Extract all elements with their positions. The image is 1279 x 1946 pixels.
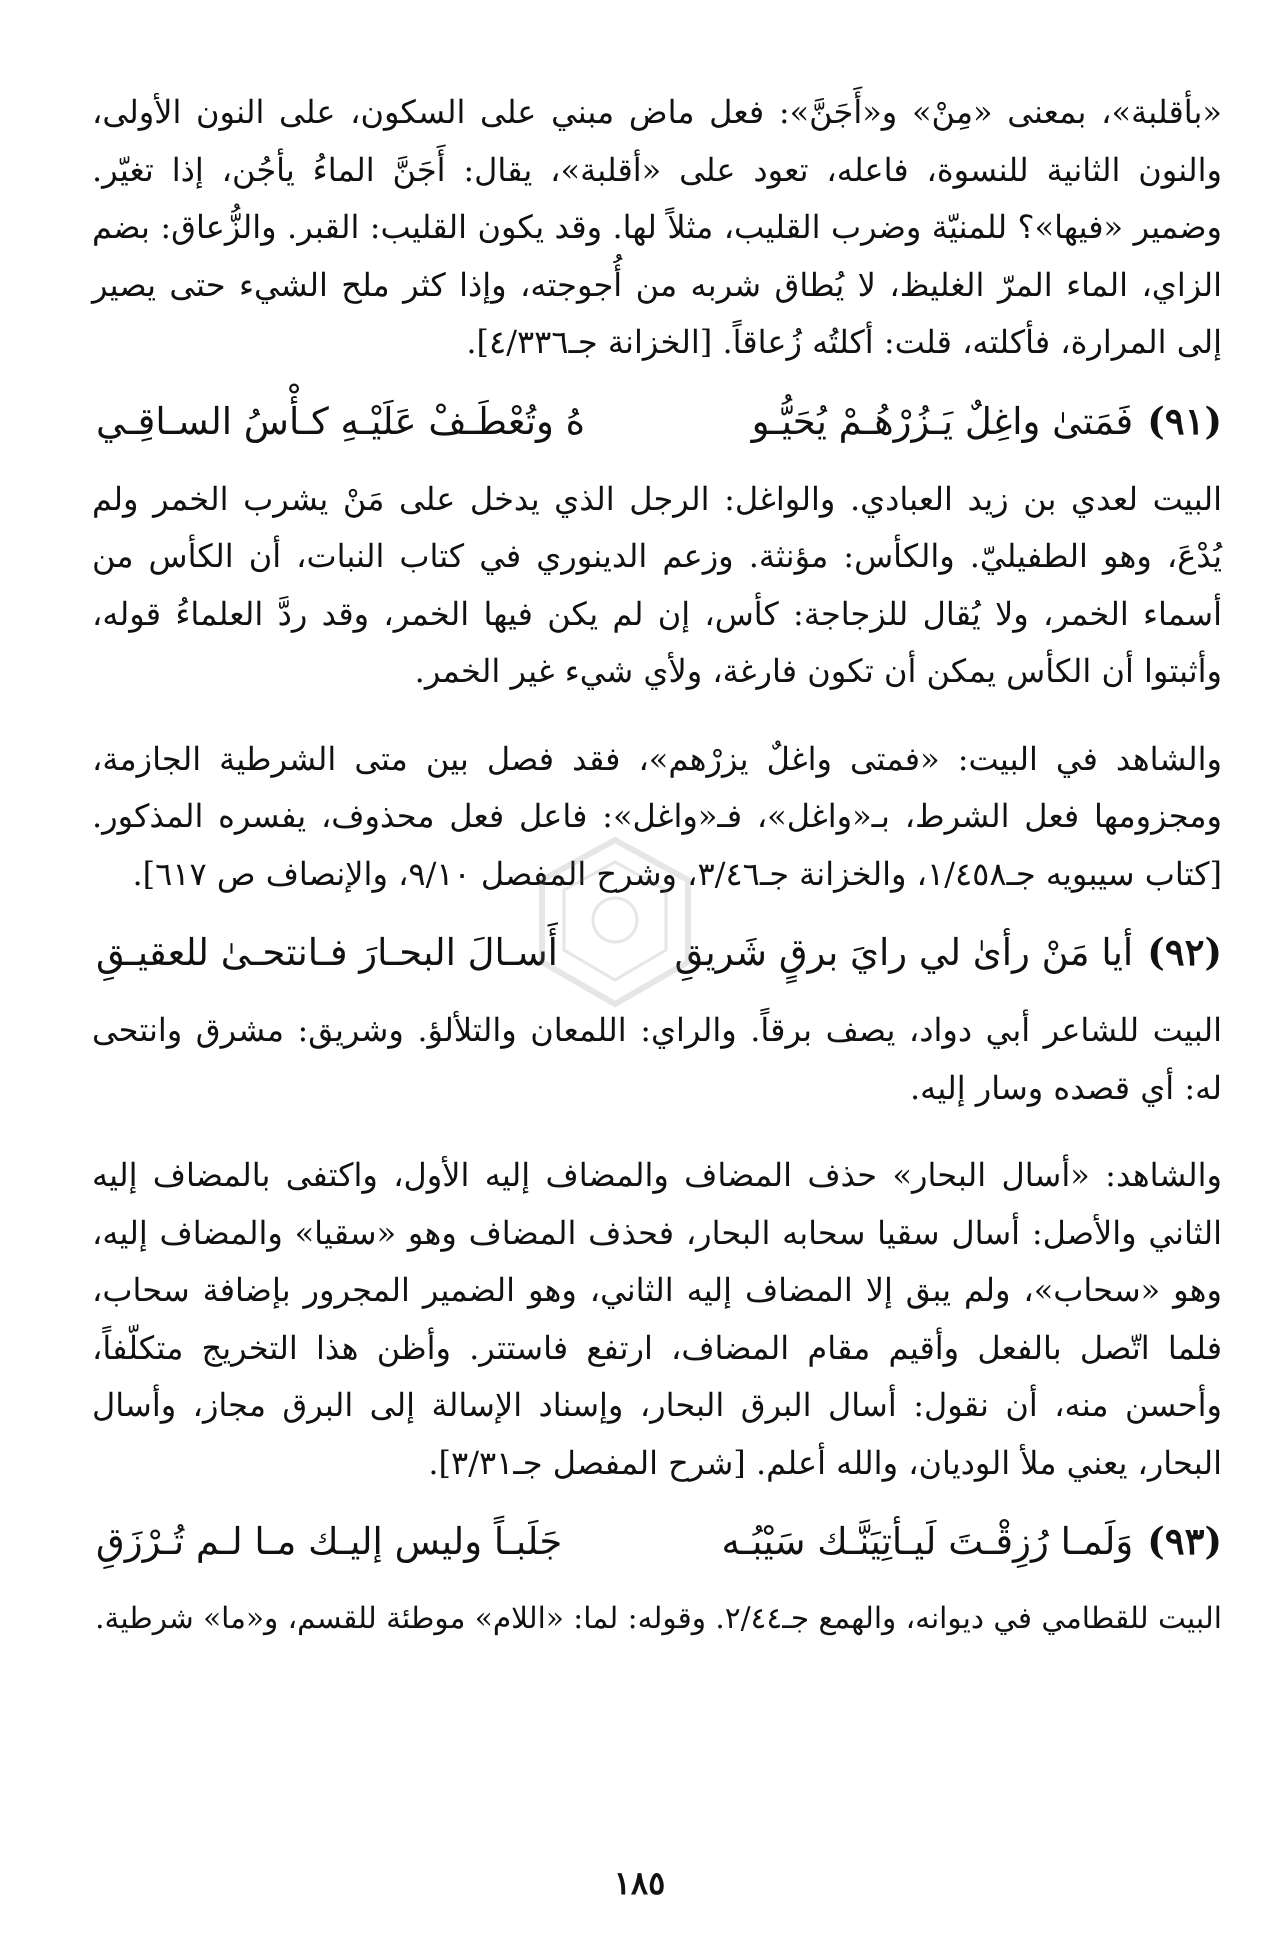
verse-93-number: (٩٣) [1147,1519,1222,1563]
verse-91-number: (٩١) [1147,398,1222,443]
paragraph-91-evidence: والشاهد في البيت: «فمتى واغلٌ يزرْهم»، فقد فصل بين متى الشرطية الجازمة، ومجزومها فعل الشرط، بـ«واغل»، فـ«واغل»: فاعل فعل محذوف، يفسره المذكور. [كتاب سيبويه جـ١/٤٥٨، والخزانة جـ٣/٤٦، وشرح المفصل ٩/١٠، والإنصاف ص ٦١٧]. [92,739,1222,893]
verse-91 [92,382,1222,461]
verse-92-first-hemistich: (٩٢)أيا مَنْ رأىٰ لي رايَ برقٍ شَريقِ [674,930,1222,974]
verse-93 [92,1502,1222,1581]
verse-91-first-hemistich: (٩١)فَمَتىٰ واغِلٌ يَـزُرْهُـمْ يُحَيُّـو [751,398,1222,443]
verse-93-first-hemistich: (٩٣)وَلَمـا رُزِقْـتَ لَيـأتِيَنَّـك سَيْبُـه [721,1519,1222,1563]
paragraph-92-evidence: والشاهد: «أسال البحار» حذف المضاف والمضاف إليه الأول، واكتفى بالمضاف إليه الثاني والأصل: أسال سقيا سحابه البحار، فحذف المضاف وهو «سقيا» والمضاف إليه، وهو «سحاب»، ولم يبق إلا المضاف إليه الثاني، وهو الضمير المجرور بإضافة سحاب، فلما اتّصل بالفعل وأقيم مقام المضاف، ارتفع فاستتر. وأظن هذا التخريج متكلّفاً، وأحسن منه، أن نقول: أسال البرق البحار، وإسناد الإسالة إلى البرق مجاز، وأسال البحار، يعني ملأ الوديان، والله أعلم. [شرح المفصل جـ٣/٣١]. [92,1156,1223,1482]
paragraph-91-explanation: البيت لعدي بن زيد العبادي. والواغل: الرجل الذي يدخل على مَنْ يشرب الخمر ولم يُدْعَ، وهو الطفيليّ. والكأس: مؤنثة. وزعم الدينوري في كتاب النبات، أن الكأس من أسماء الخمر، ولا يُقال للزجاجة: كأس، إن لم يكن فيها الخمر، وقد ردَّ العلماءُ قوله، وأثبتوا أن الكأس يمكن أن تكون فارغة، ولأي شيء غير الخمر. [92,479,1222,690]
paragraph-92-explanation: البيت للشاعر أبي دواد، يصف برقاً. والراي: اللمعان والتلألؤ. وشريق: مشرق وانتحى له: أي قصده وسار إليه. [92,1011,1222,1107]
page-number: ١٨٥ [613,1864,666,1902]
verse-92-second-hemistich: أَسـالَ البحـارَ فـانتحـىٰ للعقيـقِ [96,931,558,974]
verse-93-second-hemistich: جَلَبـاً وليس إليـك مـا لـم تُـرْزَقِ [96,1520,563,1563]
verse-91-second-hemistich: هُ وتُعْطَـفْ عَلَيْـهِ كـأْسُ السـاقِـي [96,399,586,443]
paragraph-intro: «بأقلبة»، بمعنى «مِنْ» و«أَجَنَّ»: فعل ماض مبني على السكون، على النون الأولى، والنون الثانية للنسوة، فاعله، تعود على «أقلبة»، يقال: أَجَنَّ الماءُ يأجُن، إذا تغيّر. وضمير «فيها»؟ للمنيّة وضرب القليب، مثلاً لها. وقد يكون القليب: القبر. والزُّعاق: بضم الزاي، الماء المرّ الغليظ، لا يُطاق شربه من أُجوجته، وإذا كثر ملح الشيء حتى يصير إلى المرارة، فأكلته، قلت: أكلتُه زُعاقاً. [الخزانة جـ٤/٣٣٦]. [92,93,1222,361]
verse-92 [92,913,1222,992]
paragraph-93-explanation: البيت للقطامي في ديوانه، والهمع جـ٢/٤٤. وقوله: لما: «اللام» موطئة للقسم، و«ما» شرطية. [95,1601,1222,1635]
verse-92-number: (٩٢) [1147,930,1222,974]
book-page [92,84,1222,1645]
